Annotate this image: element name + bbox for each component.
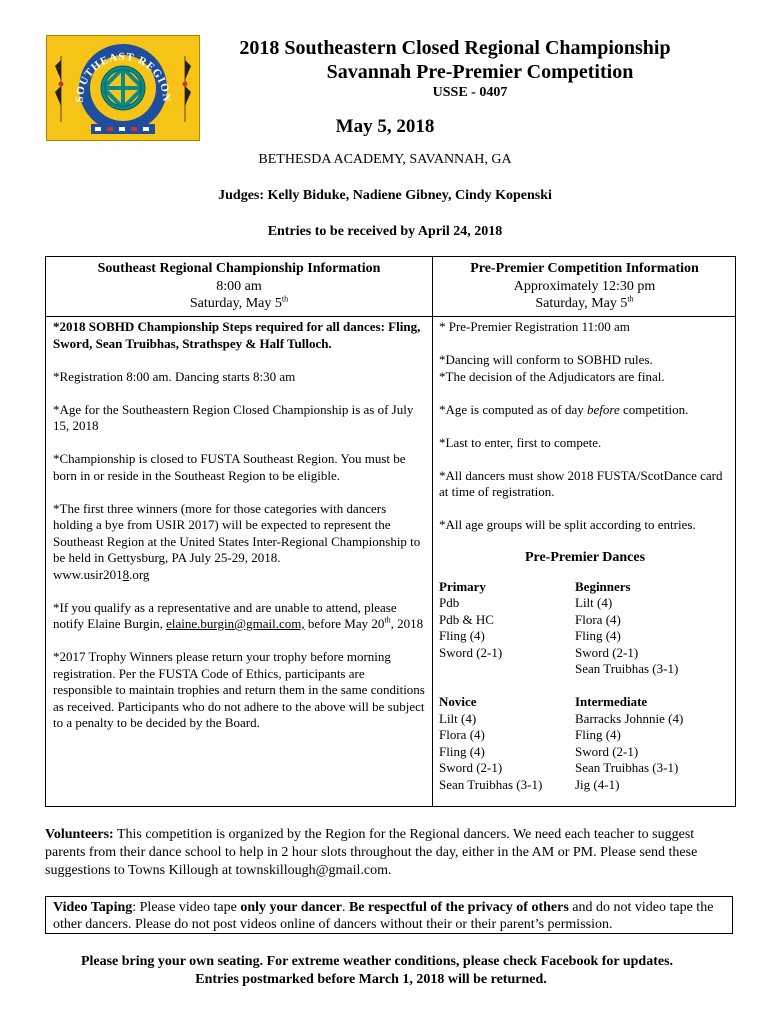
championship-info-heading: Southeast Regional Championship Information xyxy=(97,261,381,276)
list-item: Sean Truibhas (3-1) xyxy=(575,760,679,775)
list-item: Barracks Johnnie (4) xyxy=(575,710,684,726)
championship-age: *Age for the Southeastern Region Closed Championship is as of July 15, 2018 xyxy=(53,401,414,433)
pre-premier-rules: *Dancing will conform to SOBHD rules. *The decision of the Adjudicators are final. xyxy=(439,352,665,384)
volunteers-label: Volunteers: xyxy=(45,827,114,842)
pre-premier-info-body xyxy=(439,319,731,810)
dances-column-right xyxy=(575,579,731,810)
championship-info-header xyxy=(46,260,432,313)
volunteers-paragraph xyxy=(45,826,725,880)
pre-premier-info-heading: Pre-Premier Competition Information xyxy=(470,261,699,276)
info-table xyxy=(45,256,736,807)
dances-grid xyxy=(439,579,731,810)
video-taping-notice: Video Taping: Please video tape only your dancer. Be respectful of the privacy of others and do not video tape the other dancers. Please do not post videos online of dancers without their or their parent’s permission. xyxy=(45,896,733,934)
pre-premier-card: *All dancers must show 2018 FUSTA/ScotDance card at time of registration. xyxy=(439,467,723,499)
pre-premier-day: Saturday, May 5th xyxy=(535,294,634,311)
championship-closed: *Championship is closed to FUSTA Southeast Region. You must be born in or reside in the Southeast Region to be eligible. xyxy=(53,451,406,483)
dance-group-novice: Novice Lilt (4) Flora (4) Fling (4) Sword (2-1) Sean Truibhas (3-1) xyxy=(439,694,575,793)
pre-premier-last: *Last to enter, first to compete. xyxy=(439,434,602,450)
list-item: Sean Truibhas (3-1) xyxy=(575,661,679,676)
list-item: Fling (4) xyxy=(575,628,621,643)
dance-group-primary: Primary Pdb Pdb & HC Fling (4) Sword (2-1) xyxy=(439,579,575,678)
list-item: Pdb & HC xyxy=(439,611,494,627)
volunteers-text: This competition is organized by the Region for the Regional dancers. We need each teacher to suggest parents from their dance school to help in 2 hour slots throughout the day, either in the AM or PM. Please send these suggestions to Towns Killough at townskillough@gmail.com. xyxy=(45,827,698,878)
championship-day: Saturday, May 5th xyxy=(189,294,289,311)
feather-icon-right xyxy=(183,56,192,122)
list-item: Lilt (4) xyxy=(439,710,477,726)
list-item: Fling (4) xyxy=(439,628,485,643)
list-item: Lilt (4) xyxy=(575,595,613,610)
list-item: Sword (2-1) xyxy=(575,743,639,759)
document-header xyxy=(200,36,720,101)
list-item: Sword (2-1) xyxy=(439,760,503,775)
judges: Judges: Kelly Biduke, Nadiene Gibney, Cindy Kopenski xyxy=(218,188,552,203)
event-date: May 5, 2018 xyxy=(335,116,435,137)
pre-premier-time: Approximately 12:30 pm xyxy=(513,278,656,294)
feather-icon-left xyxy=(55,56,64,122)
championship-time: 8:00 am xyxy=(216,278,262,294)
dance-group-intermediate: Intermediate Barracks Johnnie (4) Fling (4) Sword (2-1) Sean Truibhas (3-1) Jig (4-1) xyxy=(575,694,731,793)
entries-deadline: Entries to be received by April 24, 2018 xyxy=(267,224,503,239)
list-item: Jig (4-1) xyxy=(575,776,620,792)
pre-premier-dances-title: Pre-Premier Dances xyxy=(524,550,646,565)
championship-winners: *The first three winners (more for those categories with dancers holding a bye from USIR 2017) will be expected to represent the Southeast Region at the United States Inter-Regional Championship to be held in Gettysburg, PA July 25-29, 2018. www.usir2018.org xyxy=(53,500,421,582)
title-line-1: 2018 Southeastern Closed Regional Championship xyxy=(239,37,671,59)
list-item: Flora (4) xyxy=(439,727,485,742)
table-header-divider xyxy=(46,316,735,317)
championship-qualify: *If you qualify as a representative and are unable to attend, please notify Elaine Burgin, elaine.burgin@gmail.com, before May 20th, 2018 xyxy=(53,599,424,631)
pre-premier-age: *Age is computed as of day before competition. xyxy=(439,401,689,417)
championship-trophy: *2017 Trophy Winners please return your trophy before morning registration. Per the FUSTA Code of Ethics, participants are responsible to maintain trophies and return them in the same conditions as received. Participants who do not adhere to the above will be subject to a penalty to be decided by the Board. xyxy=(53,649,425,730)
email-link[interactable]: elaine.burgin@gmail.com, xyxy=(166,616,305,631)
dance-group-beginners: Beginners Lilt (4) Flora (4) Fling (4) Sword (2-1) Sean Truibhas (3-1) xyxy=(575,579,731,678)
championship-registration: *Registration 8:00 am. Dancing starts 8:30 am xyxy=(53,368,296,384)
list-item: Sword (2-1) xyxy=(439,644,503,660)
pre-premier-registration: * Pre-Premier Registration 11:00 am xyxy=(439,319,630,334)
list-item: Fling (4) xyxy=(439,743,485,759)
list-item: Sean Truibhas (3-1) xyxy=(439,776,543,792)
footer-line-1: Please bring your own seating. For extreme weather conditions, please check Facebook for updates. xyxy=(80,954,674,969)
pre-premier-split: *All age groups will be split according to entries. xyxy=(439,517,696,532)
list-item: Fling (4) xyxy=(575,727,621,742)
list-item: Sword (2-1) xyxy=(575,644,639,660)
svg-text:SOUTHEAST REGION: SOUTHEAST REGION xyxy=(73,50,173,103)
dances-column-left xyxy=(439,579,575,810)
title-line-2: Savannah Pre-Premier Competition xyxy=(326,61,634,83)
list-item: Flora (4) xyxy=(575,611,621,627)
championship-info-body xyxy=(53,319,425,748)
venue: BETHESDA ACADEMY, SAVANNAH, GA xyxy=(258,152,512,167)
competition-code: USSE - 0407 xyxy=(432,85,508,100)
video-label: Video Taping xyxy=(53,900,133,915)
championship-steps: *2018 SOBHD Championship Steps required for all dances: Fling, Sword, Sean Truibhas, Strathspey & Half Tulloch. xyxy=(53,319,421,351)
list-item: Pdb xyxy=(439,595,460,610)
table-divider xyxy=(432,257,433,806)
footer-line-2: Entries postmarked before March 1, 2018 will be returned. xyxy=(195,972,547,987)
pre-premier-info-header xyxy=(433,260,736,313)
